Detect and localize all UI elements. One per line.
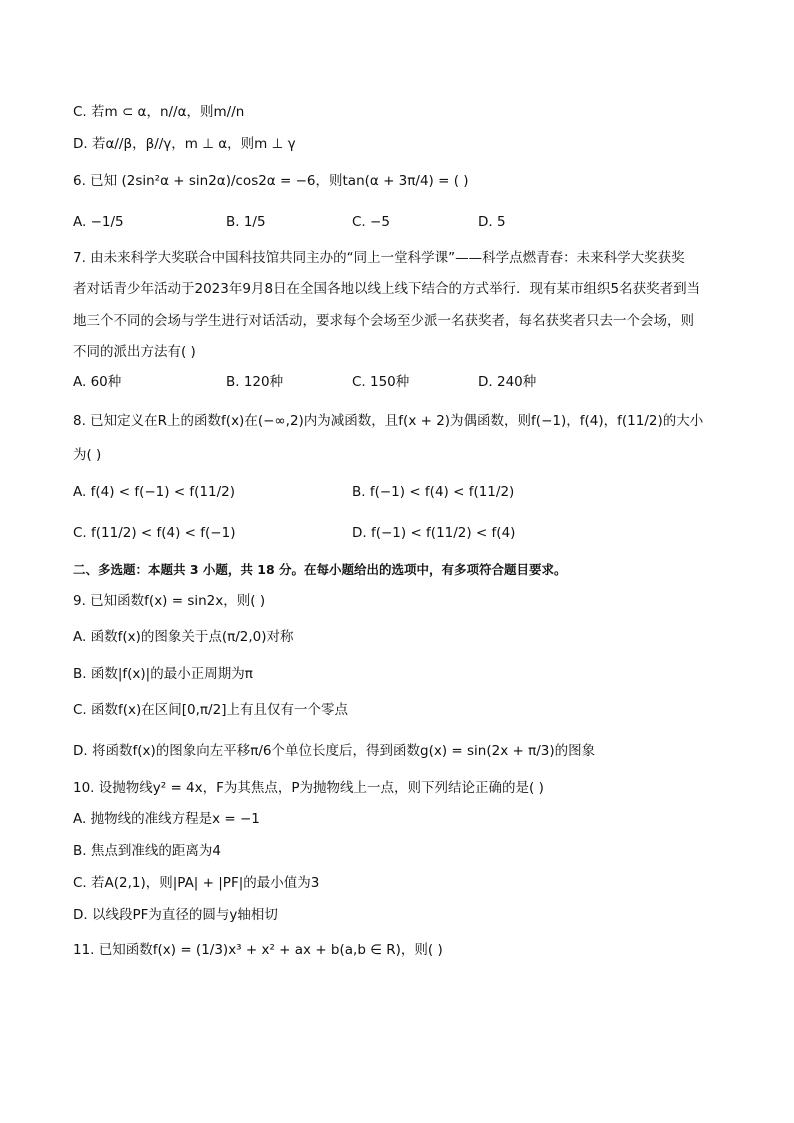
q9-option-b: B. 函数|f(x)|的最小正周期为π: [73, 666, 253, 682]
q6-option-d: D. 5: [478, 214, 506, 230]
q7-stem-line4: 不同的派出方法有( ): [73, 344, 196, 360]
q9-option-d: D. 将函数f(x)的图象向左平移π/6个单位长度后，得到函数g(x) = sin(2x + π/3)的图象: [73, 743, 596, 759]
section-heading-multi-choice: 二、多选题：本题共 3 小题，共 18 分。在每小题给出的选项中，有多项符合题目要求。: [73, 562, 567, 577]
q7-option-d: D. 240种: [478, 374, 537, 390]
q11-stem: 11. 已知函数f(x) = (1/3)x³ + x² + ax + b(a,b ∈ R)，则( ): [73, 942, 443, 958]
q10-option-b: B. 焦点到准线的距离为4: [73, 843, 221, 859]
q7-option-b: B. 120种: [226, 374, 284, 390]
q6-option-b: B. 1/5: [226, 214, 266, 230]
q10-stem: 10. 设抛物线y² = 4x，F为其焦点，P为抛物线上一点，则下列结论正确的是( ): [73, 780, 544, 796]
q6-option-c: C. −5: [352, 214, 390, 230]
q6-option-a: A. −1/5: [73, 214, 124, 230]
q8-option-d: D. f(−1) < f(11/2) < f(4): [352, 525, 516, 541]
q7-stem-line2: 者对话青少年活动于2023年9月8日在全国各地以线上线下结合的方式举行．现有某市组织5名获奖者到当: [73, 281, 701, 297]
q5-option-c: C. 若m ⊂ α，n//α，则m//n: [73, 104, 245, 120]
q10-option-a: A. 抛物线的准线方程是x = −1: [73, 811, 260, 827]
q8-option-b: B. f(−1) < f(4) < f(11/2): [352, 484, 515, 500]
q8-stem-line2: 为( ): [73, 447, 102, 463]
q7-stem-line1: 7. 由未来科学大奖联合中国科技馆共同主办的“同上一堂科学课”——科学点燃青春：未来科学大奖获奖: [73, 250, 685, 266]
q10-option-c: C. 若A(2,1)，则|PA| + |PF|的最小值为3: [73, 875, 320, 891]
q8-option-a: A. f(4) < f(−1) < f(11/2): [73, 484, 236, 500]
q8-stem-line1: 8. 已知定义在R上的函数f(x)在(−∞,2)内为减函数，且f(x + 2)为偶函数，则f(−1)，f(4)，f(11/2)的大小: [73, 413, 704, 429]
q6-stem: 6. 已知 (2sin²α + sin2α)/cos2α = −6，则tan(α + 3π/4) = ( ): [73, 173, 469, 189]
q7-option-c: C. 150种: [352, 374, 410, 390]
q10-option-d: D. 以线段PF为直径的圆与y轴相切: [73, 907, 278, 923]
q7-stem-line3: 地三个不同的会场与学生进行对话活动，要求每个会场至少派一名获奖者，每名获奖者只去一个会场，则: [73, 313, 694, 329]
q9-option-c: C. 函数f(x)在区间[0,π/2]上有且仅有一个零点: [73, 702, 348, 718]
q9-stem: 9. 已知函数f(x) = sin2x，则( ): [73, 593, 266, 609]
q5-option-d: D. 若α//β，β//γ，m ⊥ α，则m ⊥ γ: [73, 136, 296, 152]
q7-option-a: A. 60种: [73, 374, 122, 390]
q8-option-c: C. f(11/2) < f(4) < f(−1): [73, 525, 236, 541]
q9-option-a: A. 函数f(x)的图象关于点(π/2,0)对称: [73, 629, 294, 645]
